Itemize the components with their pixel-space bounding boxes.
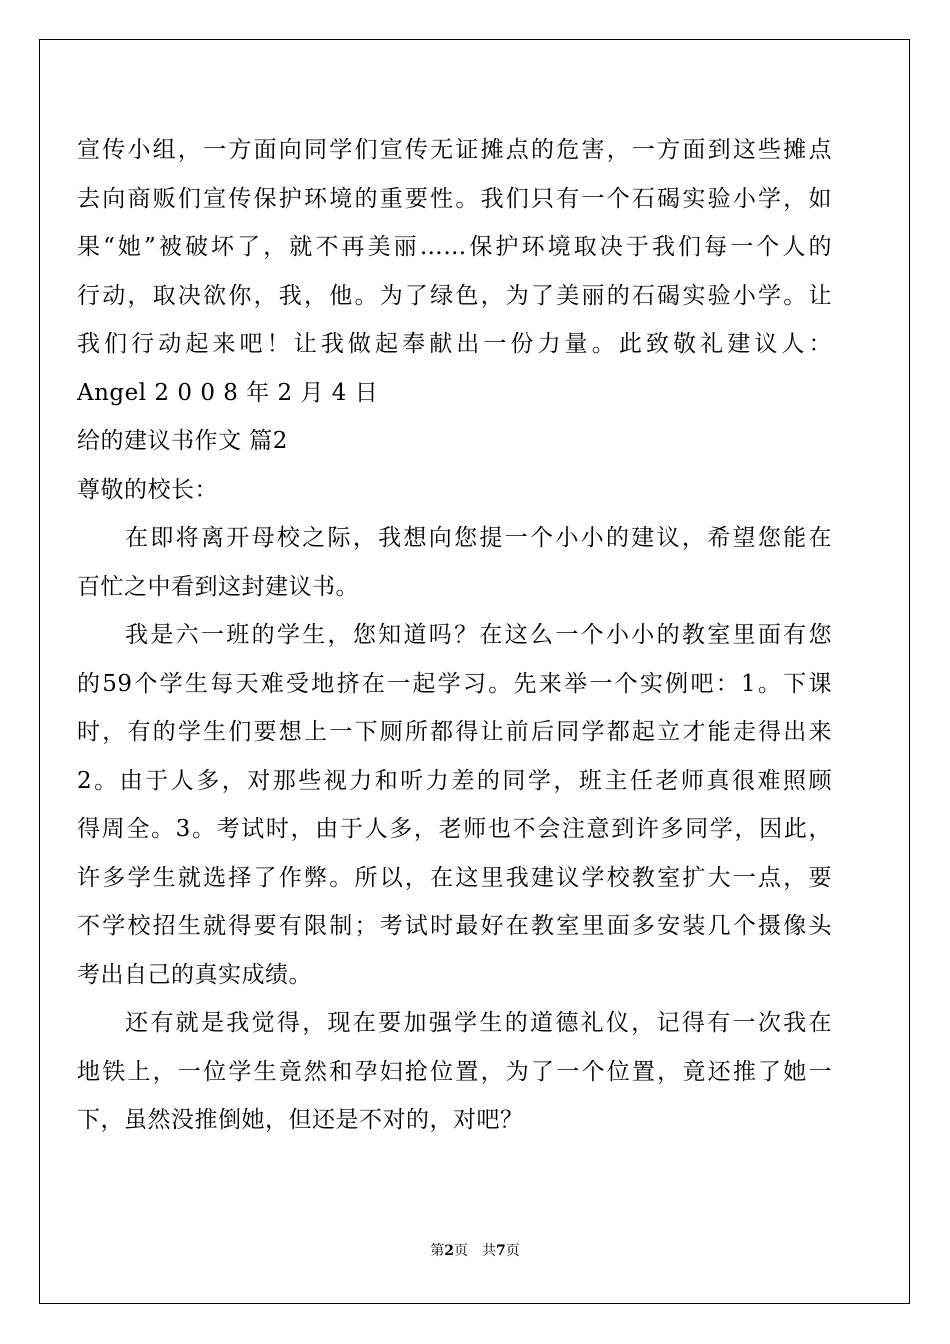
text-line: 行动，取决欲你，我，他。为了绿色，为了美丽的石碣实验小学。让 bbox=[77, 282, 832, 309]
footer-total-prefix: 共 bbox=[482, 1243, 496, 1259]
text-line: 去向商贩们宣传保护环境的重要性。我们只有一个石碣实验小学，如 bbox=[77, 185, 832, 212]
text-line: 百忙之中看到这封建议书。 bbox=[77, 573, 359, 600]
total-page-count: 7 bbox=[496, 1243, 506, 1259]
paragraph-start-line: 我是六一班的学生，您知道吗？在这么一个小小的教室里面有您 bbox=[125, 622, 832, 648]
footer-prefix: 第 bbox=[430, 1243, 445, 1259]
text-line: 不学校招生就得要有限制；考试时最好在教室里面多安装几个摄像头 bbox=[77, 913, 832, 939]
text-line: 时，有的学生们要想上一下厕所都得让前后同学都起立才能走得出来 bbox=[77, 719, 832, 745]
page-footer bbox=[0, 1240, 950, 1260]
text-line: 考出自己的真实成绩。 bbox=[77, 961, 312, 988]
current-page-number: 2 bbox=[444, 1243, 454, 1259]
text-line: 的59个学生每天难受地挤在一起学习。先来举一个实例吧：1。下课 bbox=[77, 670, 832, 697]
text-line: 2。由于人多，对那些视力和听力差的同学，班主任老师真很难照顾 bbox=[77, 767, 832, 794]
text-line: 我们行动起来吧！让我做起奉献出一份力量。此致敬礼建议人： bbox=[77, 331, 832, 357]
document-body bbox=[77, 126, 832, 1145]
text-line: 果“她”被破坏了，就不再美丽……保护环境取决于我们每一个人的 bbox=[77, 234, 832, 260]
signature-date-line: Angel 2 0 0 8 年 2 月 4 日 bbox=[77, 379, 379, 406]
text-line: 下，虽然没推倒她，但还是不对的，对吧？ bbox=[77, 1107, 524, 1133]
paragraph-start-line: 在即将离开母校之际，我想向您提一个小小的建议，希望您能在 bbox=[125, 525, 832, 551]
section-heading: 给的建议书作文 篇2 bbox=[77, 428, 288, 454]
text-line: 地铁上，一位学生竟然和孕妇抢位置，为了一个位置，竟还推了她一 bbox=[77, 1058, 832, 1085]
salutation: 尊敬的校长： bbox=[77, 476, 218, 503]
footer-total-suffix: 页 bbox=[505, 1243, 520, 1259]
text-line: 许多学生就选择了作弊。所以，在这里我建议学校教室扩大一点，要 bbox=[77, 864, 832, 891]
text-line: 宣传小组，一方面向同学们宣传无证摊点的危害，一方面到这些摊点 bbox=[77, 137, 832, 163]
footer-page-suffix: 页 bbox=[454, 1243, 468, 1259]
text-line: 得周全。3。考试时，由于人多，老师也不会注意到许多同学，因此， bbox=[77, 816, 832, 842]
paragraph-start-line: 还有就是我觉得，现在要加强学生的道德礼仪，记得有一次我在 bbox=[125, 1010, 832, 1036]
